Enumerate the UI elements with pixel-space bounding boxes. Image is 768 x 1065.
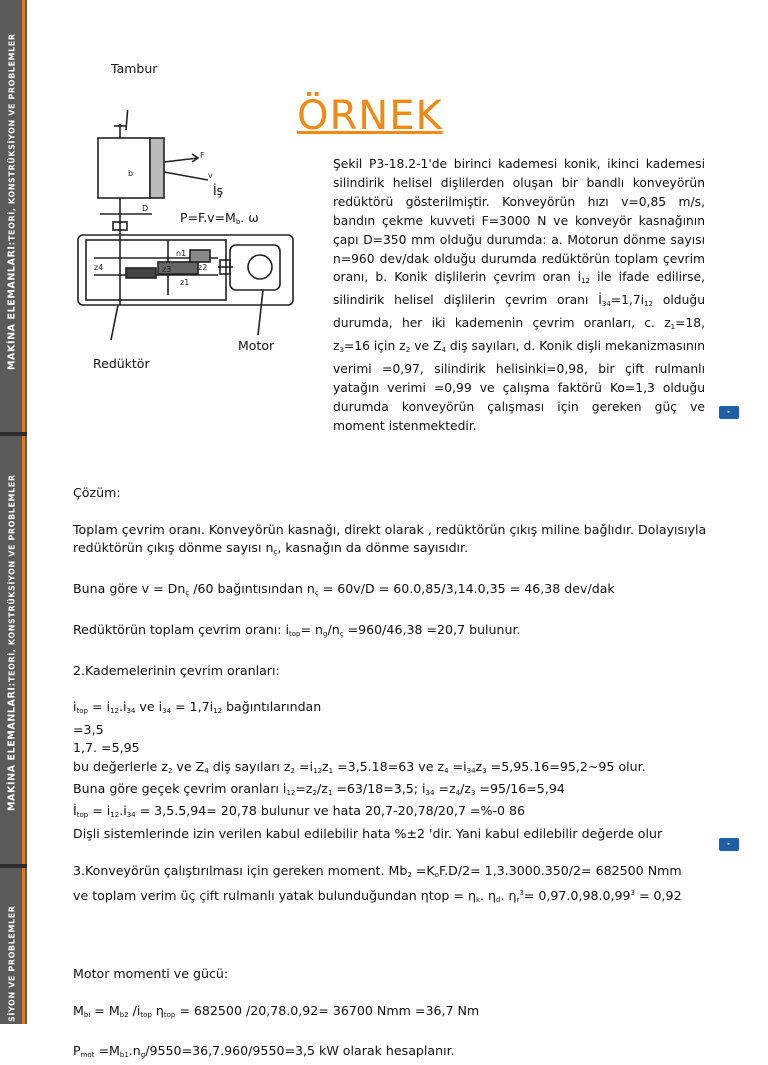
sidebar-accent-line xyxy=(22,0,25,1024)
solution-line: bu değerlerle $z_2$ ve $Z_4$ diş sayıları $z_2 =i_{12}z_1 =3,5.18=63$ ve $z_4 =i_{34}z_3$ =5,95.16=95,2~95 olur. xyxy=(73,758,646,775)
label-motor: Motor xyxy=(238,338,275,353)
sidebar-label-top: MAKİNA ELEMANLARI: TEORİ, KONSTRÜKSİYON VE PROBLEMLER xyxy=(6,33,18,370)
solution-heading: Çözüm: xyxy=(73,485,121,500)
svg-text:b: b xyxy=(128,169,134,178)
problem-text: Şekil P3-18.2-1'de birinci kademesi konik, ikinci kademesi silindirik helisel dişlilerden oluşan bir bandlı konveyörün redüktörü gösterilmiştir. Konveyörün hızı v=0,85 m/s, bandın çekme kuvveti F=3000 N ve konveyör kasnağının çapı D=350 mm olduğu durumda: a. Motorun dönme sayısı n=960 dev/dak olduğu durumda redüktörün toplam çevrim oranı, b. Konik dişlilerin çevrim oran $i_{12}$ ile ifade edilirse, silindirik helisel dişlilerin çevrim oranı $İ_{34}=1,7i_{12}$ olduğu durumda, her iki kademenin çevrim oranları, c. $z_1=18$, $z_3=16$ için $z_2$ ve $Z_4$ diş sayıları, d. Konik dişli mekanizmasının verimi =0,97, silindirik helisinki=0,98, bir çift rulmanlı yatağın verimi =0,99 ve çalışma faktörü Ko=1,3 olduğu durumda konveyörün çalışması için gereken güç ve moment istenmektedir. xyxy=(333,157,705,433)
svg-text:z4: z4 xyxy=(94,263,104,272)
svg-text:z1: z1 xyxy=(180,278,190,287)
label-is: İş xyxy=(213,183,224,198)
solution-line: Redüktörün toplam çevrim oranı: $i_{top}= n_g/n_ç =960/46,38 =20,7$ bulunur. xyxy=(73,621,521,638)
svg-text:z3: z3 xyxy=(162,265,172,274)
label-power-formula: $P=F.v=M_b$. ω xyxy=(180,210,259,226)
sidebar-label-middle: MAKİNA ELEMANLARI: TEORİ, KONSTRÜKSİYON VE PROBLEMLER xyxy=(6,474,18,811)
solution-line: 2.Kademelerinin çevrim oranları: xyxy=(73,662,280,678)
solution-text xyxy=(73,484,733,1065)
svg-text:n1: n1 xyxy=(176,249,187,258)
solution-line: 1,7. =5,95 xyxy=(73,740,140,756)
label-tambur: Tambur xyxy=(111,61,158,76)
solution-line: 3.Konveyörün çalıştırılması için gereken moment. $Mb_2 =K_oF.D/2= 1,3.3000.350/2= 682500$ Nmm xyxy=(73,862,682,879)
solution-line: =3,5 xyxy=(73,721,104,737)
nav-badge[interactable]: ▸ xyxy=(719,406,739,419)
solution-line: $M_{bı} = M_{b2}$ $/i_{top}$ $\eta_{top} = 682500$ /20,78.0,92= 36700 Nmm =36,7 Nm xyxy=(73,1002,480,1019)
solution-line: Buna göre geçek çevrim oranları $i_{12}=z_2/z_1 =63/18=3,5$; $i_{34} =z_4/z_3 =95/16=5,94$ xyxy=(73,781,565,798)
sidebar-separator xyxy=(0,432,27,436)
solution-line: $P_{mot} =M_{b1}.n_g/9550=36,7.960/9550=3,5$ kW olarak hesaplanır. xyxy=(73,1043,455,1060)
svg-text:v: v xyxy=(208,171,213,180)
solution-line: Motor momenti ve gücü: xyxy=(73,965,229,981)
sidebar-separator xyxy=(0,864,27,868)
label-reduktor: Redüktör xyxy=(93,356,150,371)
solution-line: $i_{top} = i_{12}.i_{34}$ ve $i_{34} = 1,7i_{12}$ bağıntılarından xyxy=(73,699,322,716)
svg-text:F: F xyxy=(200,151,205,160)
solution-line: Toplam çevrim oranı. Konveyörün kasnağı, direkt olarak , redüktörün çıkış miline bağlıdır. Dolayısıyla xyxy=(73,521,707,537)
solution-line: redüktörün çıkış dönme sayısı $n_ç$, kasnağın da dönme sayısıdır. xyxy=(73,540,469,557)
solution-line: Dişli sistemlerinde izin verilen kabul edilebilir hata %±2 'dir. Yani kabul edilebilir değerde olur xyxy=(73,825,663,841)
svg-text:z2: z2 xyxy=(198,263,208,272)
nav-badge[interactable]: ▸ xyxy=(719,838,739,851)
solution-line: $İ_{top} = i_{12}.i_{34} = 3,5.5,94= 20,78$ bulunur ve hata 20,7-20,78/20,7 =%-0 86 xyxy=(73,803,526,820)
solution-line: ve toplam verim üç çift rulmanlı yatak bulunduğundan $\eta top = \eta_k$. $\eta_d$. $\eta_r^3= 0,97.0,98.0,99^3 = 0,92$ xyxy=(73,888,682,905)
solution-line: Buna göre $v = Dn_ç$ /60 bağıntısından $n_ç = 60v/D = 60.0,85/3,14.0,35 = 46,38$ dev/dak xyxy=(73,581,615,597)
page-title: ÖRNEK xyxy=(297,93,443,139)
sidebar-label-bottom: SİYON VE PROBLEMLER xyxy=(7,905,17,1022)
svg-text:D: D xyxy=(142,204,149,213)
